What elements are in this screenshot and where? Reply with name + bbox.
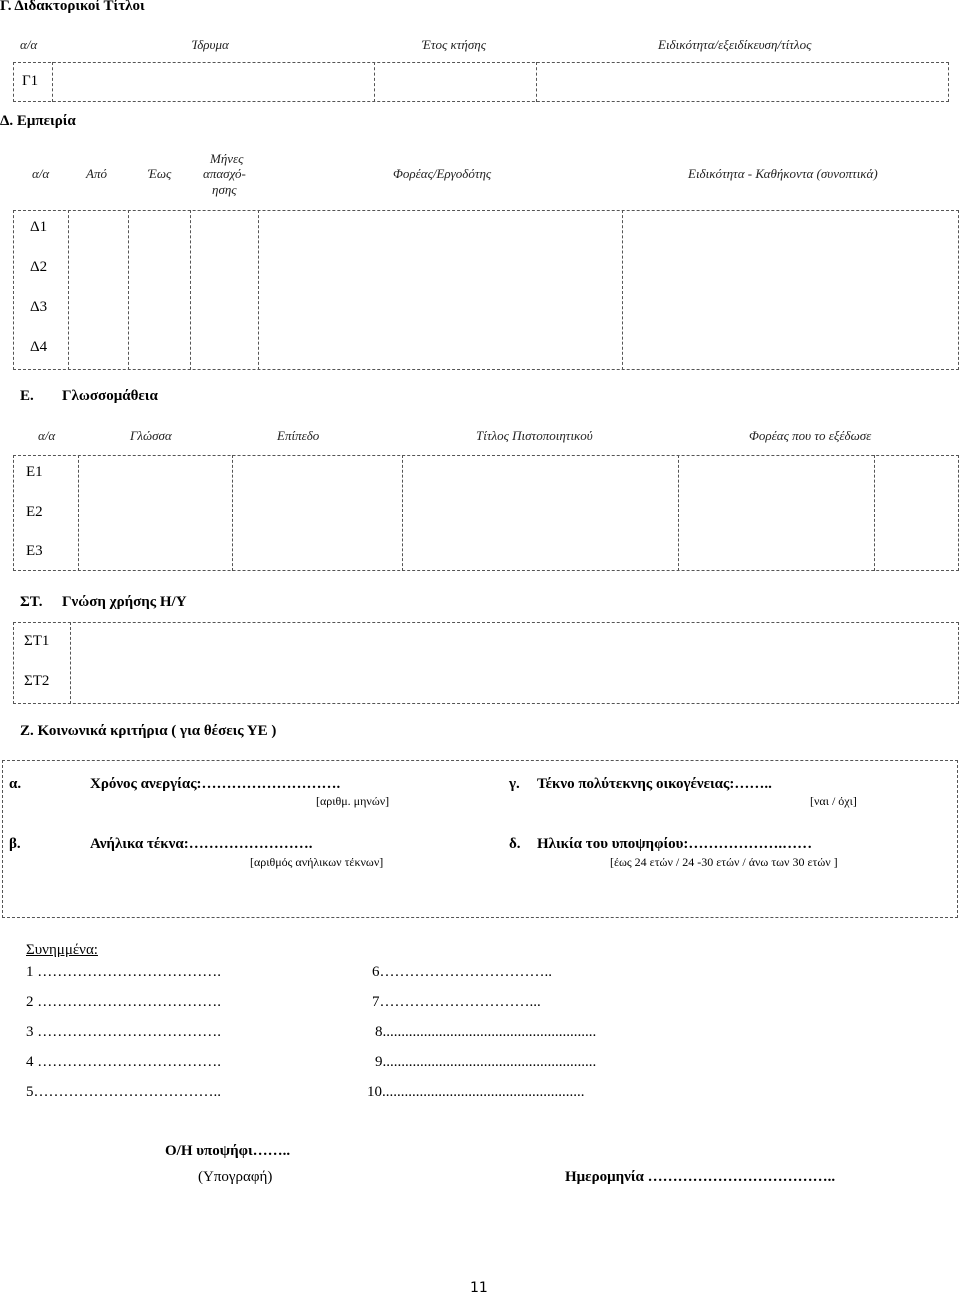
- g-header-institution: Ίδρυμα: [192, 37, 229, 52]
- z-d-letter: δ.: [509, 836, 521, 852]
- st-row-2: ΣΤ2: [24, 673, 50, 689]
- g-header-year: Έτος κτήσης: [422, 37, 486, 52]
- e-header-level: Επίπεδο: [277, 428, 320, 443]
- d-header-months-2: απασχό-: [203, 166, 246, 181]
- e-row-2: Ε2: [26, 504, 43, 520]
- z-b-letter: β.: [9, 836, 21, 852]
- candidate-label: Ο/Η υποψήφι……..: [165, 1143, 291, 1159]
- e-row-1: Ε1: [26, 464, 43, 480]
- z-b-text: Ανήλικα τέκνα:…………………….: [90, 836, 313, 852]
- attachment-7: 7…………………………...: [372, 994, 541, 1010]
- st-row-1: ΣΤ1: [24, 633, 50, 649]
- z-d-text: Ηλικία του υποψηφίου:……………….……: [537, 836, 813, 852]
- section-st-label: ΣΤ.: [20, 594, 43, 610]
- z-b-hint: [αριθμός ανήλικων τέκνων]: [250, 855, 384, 869]
- attachment-1: 1 ……………………………….: [26, 964, 221, 980]
- section-d-title: Δ. Εμπειρία: [0, 113, 76, 129]
- z-a-letter: α.: [9, 776, 22, 792]
- z-g-text: Τέκνο πολύτεκνης οικογένειας:……..: [537, 776, 772, 792]
- e-row-3: Ε3: [26, 543, 43, 559]
- section-e-title: Γλωσσομάθεια: [62, 388, 158, 404]
- attachment-9: 9.........................................................: [375, 1054, 597, 1070]
- attachment-5: 5………………………………..: [26, 1084, 221, 1100]
- attachment-2: 2 ……………………………….: [26, 994, 221, 1010]
- z-a-text: Χρόνος ανεργίας:……………………….: [90, 776, 341, 792]
- signature-label: (Υπογραφή): [198, 1169, 273, 1185]
- e-header-language: Γλώσσα: [130, 428, 172, 443]
- e-table: [13, 455, 959, 571]
- attachment-6: 6……………………………..: [372, 964, 552, 980]
- section-g-title: Γ. Διδακτορικοί Τίτλοι: [0, 0, 145, 14]
- d-row-4: Δ4: [30, 339, 48, 355]
- attachment-8: 8.........................................................: [375, 1024, 597, 1040]
- e-header-certificate: Τίτλος Πιστοποιητικού: [476, 428, 593, 443]
- z-g-letter: γ.: [509, 776, 520, 792]
- section-e-label: Ε.: [20, 388, 34, 404]
- section-st-title: Γνώση χρήσης Η/Υ: [62, 594, 187, 610]
- page-number: 11: [470, 1280, 488, 1296]
- d-header-months-3: ησης: [212, 182, 237, 197]
- d-table: [13, 210, 959, 370]
- e-header-aa: α/α: [38, 428, 56, 443]
- g-header-specialty: Ειδικότητα/εξειδίκευση/τίτλος: [658, 37, 812, 52]
- attachment-4: 4 ……………………………….: [26, 1054, 221, 1070]
- d-header-aa: α/α: [32, 166, 50, 181]
- section-z-title: Ζ. Κοινωνικά κριτήρια ( για θέσεις ΥΕ ): [20, 723, 277, 739]
- d-header-months-1: Μήνες: [210, 151, 244, 166]
- attachments-title: Συνημμένα:: [26, 942, 98, 958]
- date-label: Ημερομηνία ………………………………..: [565, 1169, 836, 1185]
- d-row-2: Δ2: [30, 259, 48, 275]
- d-header-from: Από: [86, 166, 107, 181]
- g-row-label: Γ1: [22, 73, 39, 89]
- attachment-10: 10......................................................: [367, 1084, 585, 1100]
- z-a-hint: [αριθμ. μηνών]: [316, 794, 390, 808]
- d-header-employer: Φορέας/Εργοδότης: [393, 166, 492, 181]
- g-table: [13, 62, 949, 102]
- d-row-3: Δ3: [30, 299, 48, 315]
- z-g-hint: [ναι / όχι]: [810, 794, 857, 808]
- e-header-issuer: Φορέας που το εξέδωσε: [749, 428, 872, 443]
- g-header-aa: α/α: [20, 37, 38, 52]
- d-header-to: Έως: [148, 166, 172, 181]
- d-row-1: Δ1: [30, 219, 48, 235]
- attachment-3: 3 ……………………………….: [26, 1024, 221, 1040]
- z-d-hint: [έως 24 ετών / 24 -30 ετών / άνω των 30 ετών ]: [610, 855, 838, 869]
- st-table: [13, 622, 959, 704]
- d-header-duties: Ειδικότητα - Καθήκοντα (συνοπτικά): [688, 166, 878, 181]
